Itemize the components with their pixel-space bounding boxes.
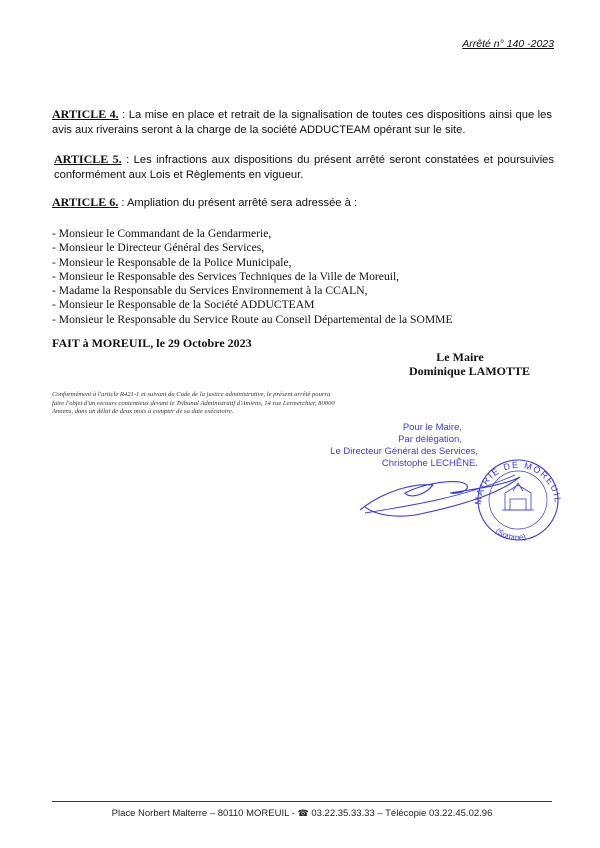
mayor-name: Dominique LAMOTTE [408,364,530,378]
delegation-line-4: Christophe LECHÊNE. [381,458,478,469]
article-6-text: : Ampliation du présent arrêté sera adressée à : [118,197,358,209]
list-item: - Monsieur le Responsable de la Société ADDUCTEAM [52,298,315,312]
stamp-bottom-text: (Somme) [493,526,527,543]
article-4-text: : La mise en place et retrait de la signalisation de toutes ces dispositions ainsi que les avis aux riverains seront à la charge de la société ADDUCTEAM opérant sur le site. [52,109,552,136]
article-6-label: ARTICLE 6. [52,195,119,209]
list-item: - Monsieur le Directeur Général des Services, [52,241,265,255]
legal-notice: Conformément à l'article R421-1 et suivant du Code de la justice administrative, le présent arrêté pourra faire l'objet d'un recours contentieux devant le Tribunal Administratif d'Amiens, 14 rue Lermerchier, 80000 Amiens, dans un délai de deux mois à compter de sa date exécutoire. [52,391,335,416]
mairie-stamp [473,460,563,542]
delegation-line-2: Par délégation, [398,434,462,445]
delegation-line-1: Pour le Maire, [402,422,462,433]
stamp-emblem-icon [502,483,534,510]
recipient-list [52,227,453,327]
list-item: - Madame la Responsable du Services Environnement à la CCALN, [52,284,368,298]
list-item: - Monsieur le Responsable de la Police Municipale, [52,255,292,269]
article-6 [52,195,552,211]
signature-and-stamp [355,455,565,555]
delegation-line-3: Le Directeur Général des Services, [330,446,478,457]
article-5-label: ARTICLE 5. [54,152,122,166]
footer [52,808,552,819]
stamp-top-text: MAIRIE DE MOREUIL [472,459,564,506]
decree-reference: Arrêté n° 140 -2023 [462,38,554,50]
footer-divider [52,801,552,802]
list-item: - Monsieur le Responsable du Service Route au Conseil Départemental de la SOMME [52,312,453,326]
article-5 [54,152,554,183]
article-4-label: ARTICLE 4. [52,107,119,121]
phone-icon: ☎ [297,808,309,818]
fait-a-line: FAIT à MOREUIL, le 29 Octobre 2023 [52,336,252,350]
article-5-text: : Les infractions aux dispositions du présent arrêté seront constatées et poursuivies conformément aux Lois et Règlements en vigueur. [54,154,554,181]
list-item: - Monsieur le Commandant de la Gendarmerie, [52,227,272,240]
footer-phone: 03.22.35.33.33 – Télécopie 03.22.45.02.96 [308,808,493,819]
list-item: - Monsieur le Responsable des Services Techniques de la Ville de Moreuil, [52,269,400,283]
mayor-title: Le Maire [436,350,484,364]
article-4 [52,107,552,138]
footer-address: Place Norbert Malterre – 80110 MOREUIL - [111,808,298,819]
